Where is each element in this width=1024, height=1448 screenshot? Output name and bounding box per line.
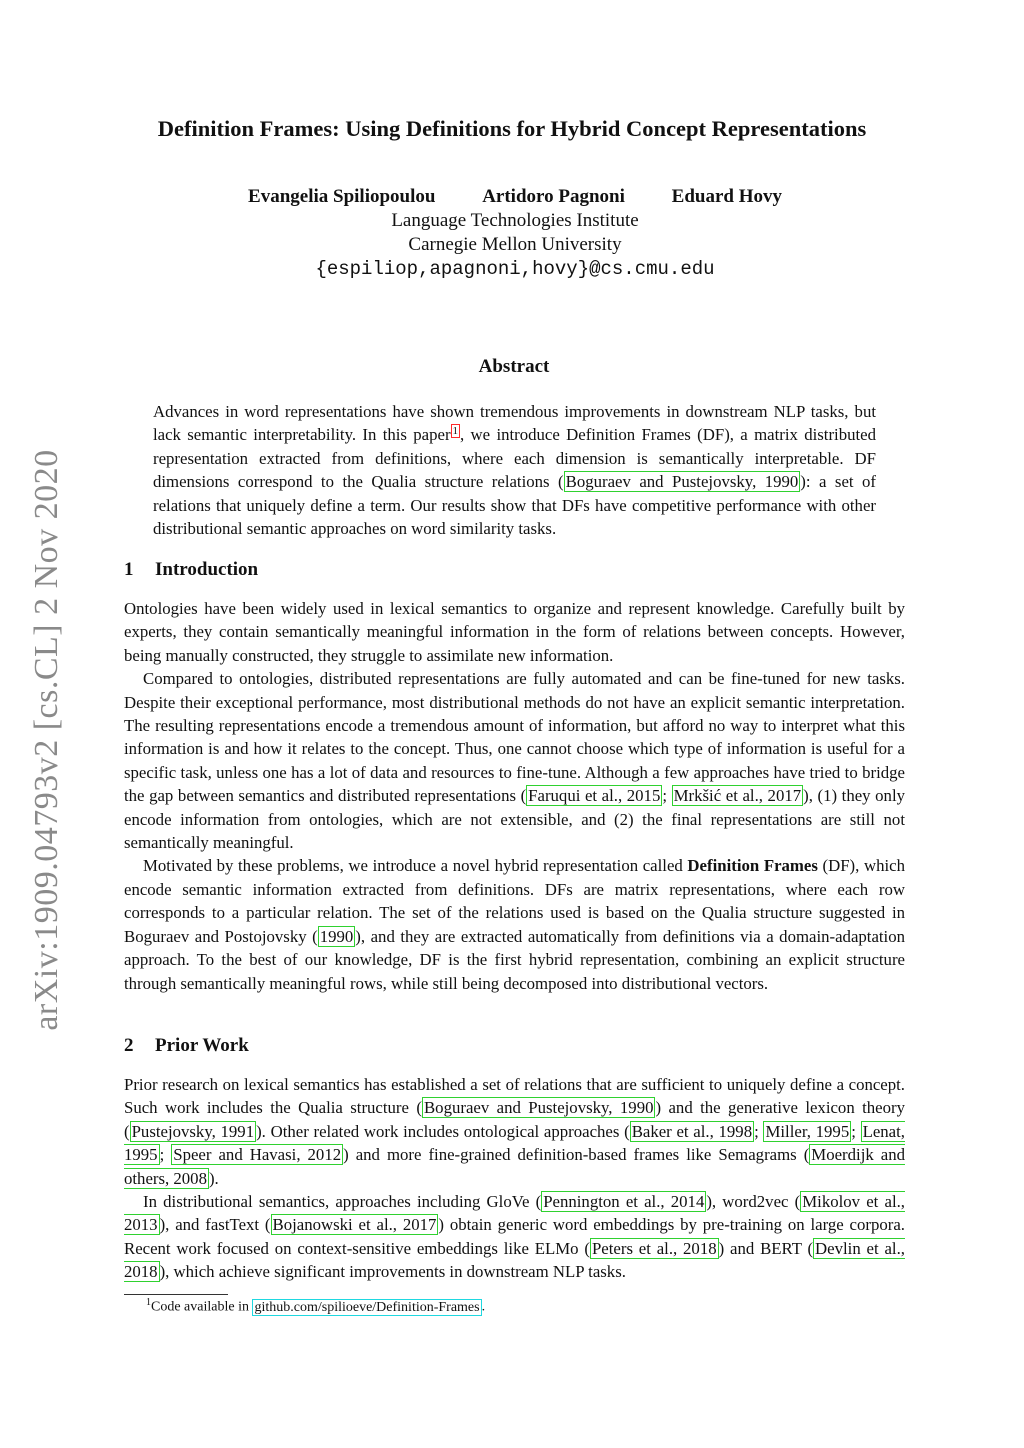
section-title: Introduction — [155, 559, 259, 580]
abstract-text — [153, 400, 876, 540]
citation-link[interactable]: Baker et al., 1998 — [631, 1121, 753, 1141]
paragraph — [124, 1190, 905, 1284]
paragraph: Ontologies have been widely used in lexical semantics to organize and represent knowledge. Carefully built by experts, they contain semantically meaningful information in the form of relations between concepts. However, being manually constructed, they struggle to assimilate new information. — [124, 599, 905, 665]
paragraph — [124, 667, 905, 854]
text-segment: Motivated by these problems, we introduce a novel hybrid representation called — [143, 856, 688, 876]
citation-link[interactable]: Boguraev and Pustejovsky, 1990 — [565, 472, 799, 492]
footnote — [146, 1297, 485, 1316]
text-segment: ), word2vec ( — [706, 1192, 801, 1212]
citation-link[interactable]: Miller, 1995 — [765, 1121, 850, 1141]
citation-link[interactable]: Bojanowski et al., 2017 — [272, 1215, 437, 1235]
author-list — [0, 186, 1024, 208]
text-segment: ; — [754, 1121, 764, 1141]
author-name: Evangelia Spiliopoulou — [248, 186, 436, 207]
abstract-heading: Abstract — [478, 356, 550, 377]
text-segment: (DF), which encode semantic information extracted from definitions. DFs are matrix representations, where each row corresponds to a particular relation. The set of the relations used is based on the Qualia structure suggested in Boguraev and Postojovsky ( — [124, 856, 905, 946]
paragraph — [124, 854, 905, 994]
text-segment: ; — [159, 1145, 172, 1165]
text-segment: Prior research on lexical semantics has established a set of relations that are sufficient to uniquely define a concept. Such work includes the Qualia structure ( — [124, 1075, 905, 1118]
citation-link[interactable]: Boguraev and Pustejovsky, 1990 — [423, 1098, 654, 1118]
paragraph — [124, 1073, 905, 1190]
citation-link[interactable]: Pennington et al., 2014 — [543, 1192, 705, 1212]
affiliation-institute: Language Technologies Institute — [391, 210, 639, 231]
introduction-body — [124, 597, 905, 995]
text-segment: ), and fastText ( — [159, 1215, 271, 1235]
footnote-ref-link[interactable]: 1 — [452, 424, 459, 437]
section-title: Prior Work — [155, 1035, 249, 1056]
text-segment: ) and more fine-grained definition-based frames like Semagrams ( — [343, 1145, 810, 1165]
citation-link[interactable]: Lenat, 1995 — [124, 1121, 905, 1165]
text-segment: ) and BERT ( — [718, 1238, 814, 1258]
section-number: 1 — [124, 559, 134, 580]
citation-link[interactable]: Faruqui et al., 2015 — [528, 786, 661, 806]
section-heading-introduction — [124, 559, 258, 581]
author-name: Artidoro Pagnoni — [482, 186, 625, 207]
footnote-text: Code available in — [151, 1299, 253, 1315]
text-segment: ). — [208, 1168, 219, 1188]
arxiv-identifier: arXiv:1909.04793v2 [cs.CL] 2 Nov 2020 — [28, 449, 65, 1031]
bold-term: Definition Frames — [687, 856, 818, 876]
citation-link[interactable]: Speer and Havasi, 2012 — [173, 1145, 342, 1165]
citation-link[interactable]: Peters et al., 2018 — [591, 1238, 717, 1258]
text-segment: ), and they are extracted automatically from definitions via a domain-adaptation approach. To the best of our knowledge, DF is the first hybrid representation, combining an explicit structure through semantically meaningful rows, while still being decomposed into distributional vectors. — [124, 926, 906, 993]
footnote-text: . — [481, 1299, 486, 1315]
citation-link[interactable]: Mikolov et al., 2013 — [124, 1192, 905, 1235]
footnote-divider — [124, 1294, 228, 1295]
author-email: {espiliop,apagnoni,hovy}@cs.cmu.edu — [315, 258, 715, 280]
abstract-segment: ): a set of relations that uniquely define a term. Our results show that DFs have competitive performance with other distributional semantic approaches on word similarity tasks. — [153, 472, 877, 539]
text-segment: ; — [851, 1121, 861, 1141]
citation-link[interactable]: Mrkšić et al., 2017 — [673, 786, 802, 806]
citation-link[interactable]: 1990 — [319, 926, 354, 946]
abstract-segment: , we introduce Definition Frames (DF), a matrix distributed representation extracted from definitions, where each dimension is semantically interpretable. DF dimensions correspond to the Qualia structure relations ( — [153, 425, 876, 492]
section-number: 2 — [124, 1035, 134, 1056]
prior-work-body — [124, 1073, 905, 1284]
text-segment: ; — [662, 786, 672, 806]
text-segment: Compared to ontologies, distributed representations are fully automated and can be fine-tuned for new tasks. Despite their exceptional performance, most distributional methods do not have an explicit semantic interpretation. The resulting representations encode a tremendous amount of information, but afford no way to interpret what this information is and how it relates to the concept. Thus, one cannot choose which type of information is useful for a specific task, unless one has a lot of data and resources to fine-tune. Although a few approaches have tried to bridge the gap between semantics and distributed representations ( — [124, 669, 905, 806]
paper-title: Definition Frames: Using Definitions for Hybrid Concept Representations — [157, 116, 867, 141]
text-segment: In distributional semantics, approaches including GloVe ( — [143, 1192, 542, 1212]
footnote-url-link[interactable]: github.com/spilioeve/Definition-Frames — [254, 1299, 480, 1315]
citation-link[interactable]: Pustejovsky, 1991 — [131, 1121, 255, 1141]
affiliation-university: Carnegie Mellon University — [408, 234, 622, 255]
footnote-number: 1 — [146, 1297, 151, 1308]
abstract-segment: Advances in word representations have shown tremendous improvements in downstream NLP tasks, but lack semantic interpretability. In this paper — [153, 402, 876, 445]
text-segment: ), which achieve significant improvements in downstream NLP tasks. — [159, 1262, 626, 1282]
text-segment: ). Other related work includes ontological approaches ( — [256, 1121, 630, 1141]
citation-link[interactable]: Moerdijk and others, 2008 — [124, 1145, 905, 1188]
section-heading-prior-work — [124, 1035, 249, 1057]
text-segment: ) obtain generic word embeddings by pre-training on large corpora. Recent work focused on context-sensitive embeddings like ELMo ( — [124, 1215, 905, 1258]
text-segment: ), (1) they only encode information from ontologies, which are not extensible, and (2) the final representations are still not semantically meaningful. — [124, 786, 905, 853]
citation-link[interactable]: Devlin et al., 2018 — [124, 1238, 905, 1282]
text-segment: ) and the generative lexicon theory ( — [124, 1098, 905, 1141]
author-name: Eduard Hovy — [671, 186, 782, 207]
